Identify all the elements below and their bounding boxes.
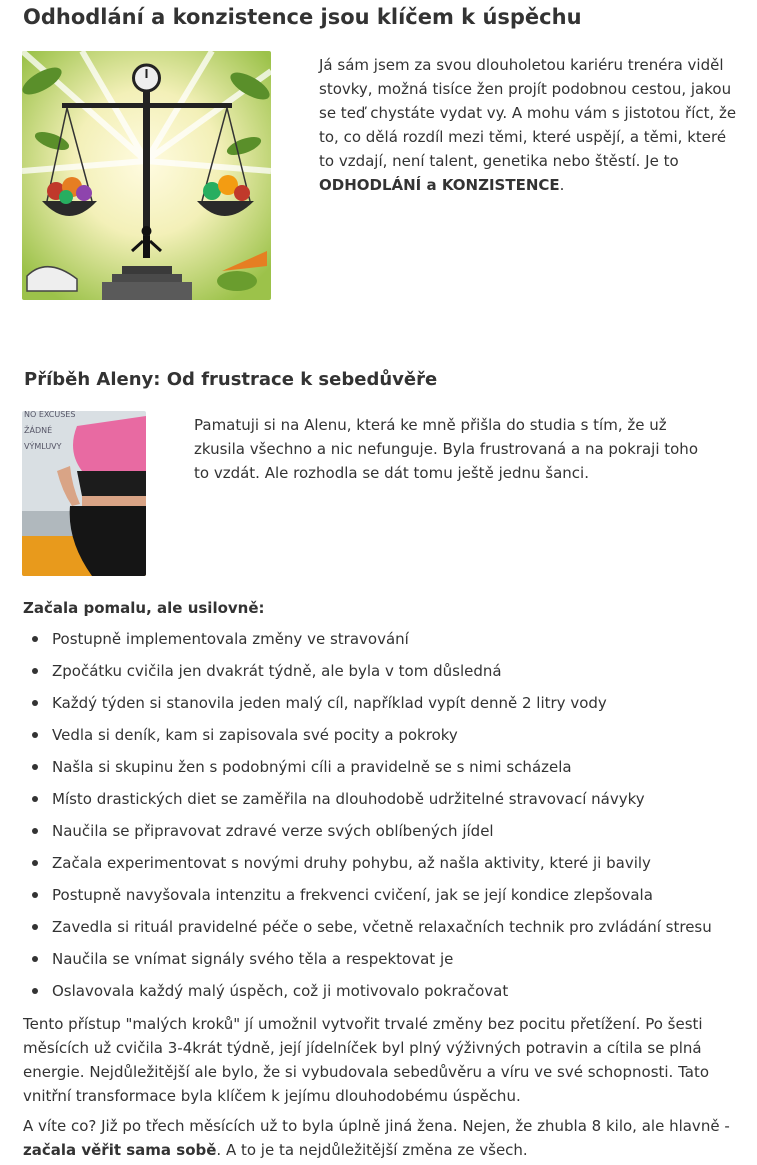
list-item: Každý týden si stanovila jeden malý cíl, například vypít denně 2 litry vody <box>30 691 730 723</box>
list-item: Našla si skupinu žen s podobnými cíli a pravidelně se s nimi scházela <box>30 755 730 787</box>
list-item: Postupně implementovala změny ve stravování <box>30 627 730 659</box>
photo-wall-sign: NO EXCUSES ŽÁDNÉ VÝMLUVY <box>24 411 76 451</box>
consistency-paragraph: Já sám jsem za svou dlouholetou kariéru trenéra viděl stovky, možná tisíce žen projít podobnou cestou, jakou se teď chystáte vydat vy. A mohu vám s jistotou říct, že to, co dělá rozdíl mezi těmi, které uspějí, a těmi, které to vzdají, není talent, genetika nebo štěstí. Je to ODHODLÁNÍ a KONZISTENCE. <box>319 56 737 194</box>
list-item: Postupně navyšovala intenzitu a frekvenci cvičení, jak se její kondice zlepšovala <box>30 883 730 915</box>
scale-illustration-image <box>22 51 271 300</box>
alena-photo <box>22 411 146 576</box>
section-heading-alena-story: Příběh Aleny: Od frustrace k sebedůvěře <box>24 369 438 390</box>
emphasis-text: ODHODLÁNÍ a KONZISTENCE <box>319 176 560 194</box>
emphasis-text: začala věřit sama sobě <box>23 1141 217 1159</box>
list-item: Místo drastických diet se zaměřila na dlouhodobě udržitelné stravovací návyky <box>30 787 730 819</box>
list-item: Zpočátku cvičila jen dvakrát týdně, ale byla v tom důsledná <box>30 659 730 691</box>
list-item: Naučila se připravovat zdravé verze svých oblíbených jídel <box>30 819 730 851</box>
steps-list <box>30 627 730 1011</box>
closing-paragraph: A víte co? Již po třech měsících už to byla úplně jiná žena. Nejen, že zhubla 8 kilo, ale hlavně - začala věřit sama sobě. A to je ta nejdůležitější změna ze všech. <box>23 1117 730 1159</box>
list-item: Zavedla si rituál pravidelné péče o sebe, včetně relaxačních technik pro zvládání stresu <box>30 915 730 947</box>
list-item: Začala experimentovat s novými druhy pohybu, až našla aktivity, které ji bavily <box>30 851 730 883</box>
alena-intro-paragraph: Pamatuji si na Alenu, která ke mně přišla do studia s tím, že už zkusila všechno a nic nefunguje. Byla frustrovaná a na pokraji toho to vzdát. Ale rozhodla se dát tomu ještě jednu šanci. <box>194 416 698 482</box>
scale-illustration <box>22 51 271 300</box>
summary-paragraph: Tento přístup "malých kroků" jí umožnil vytvořit trvalé změny bez pocitu přetížení. Po šesti měsících už cvičila 3-4krát týdně, její jídelníček byl plný výživných potravin a cítila se plná energie. Nejdůležitější ale bylo, že si vybudovala sebedůvěru a víru ve své schopnosti. Tato vnitřní transformace byla klíčem k jejímu dlouhodobému úspěchu. <box>23 1015 710 1105</box>
section-heading-consistency: Odhodlání a konzistence jsou klíčem k úspěchu <box>23 5 582 29</box>
list-item: Oslavovala každý malý úspěch, což ji motivovalo pokračovat <box>30 979 730 1011</box>
list-item: Vedla si deník, kam si zapisovala své pocity a pokroky <box>30 723 730 755</box>
list-item: Naučila se vnímat signály svého těla a respektovat je <box>30 947 730 979</box>
steps-lead: Začala pomalu, ale usilovně: <box>23 599 265 617</box>
